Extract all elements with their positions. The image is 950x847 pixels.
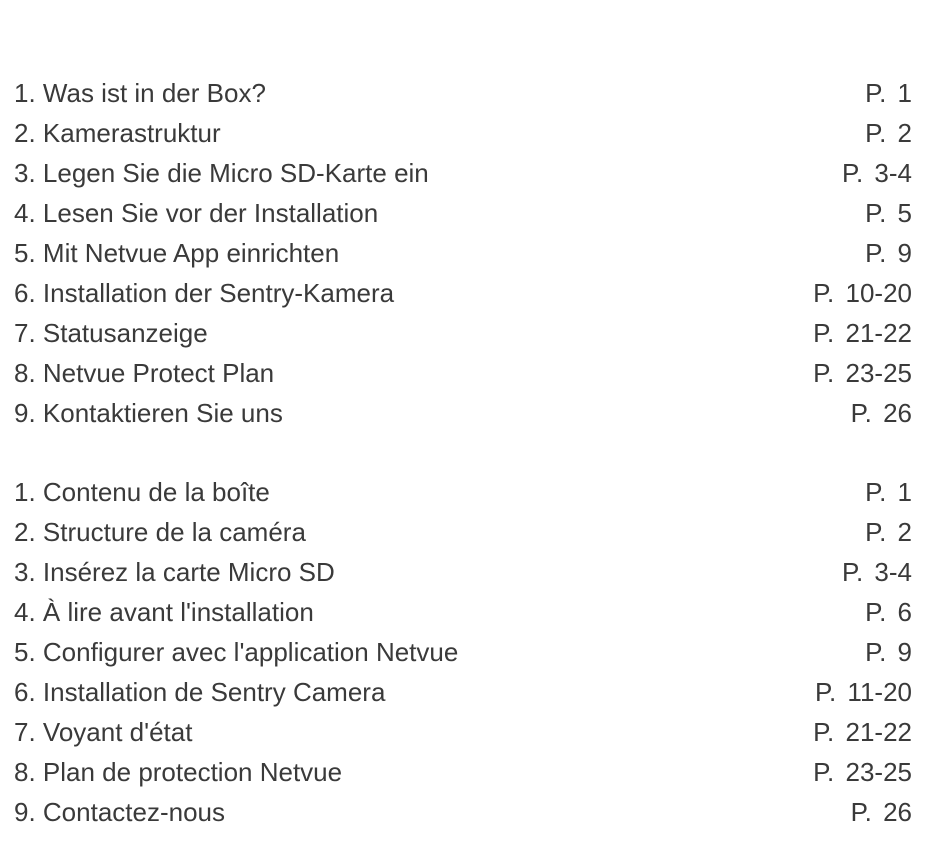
toc-entry-page: P. 5	[865, 198, 912, 228]
toc-entry-title: 4. Lesen Sie vor der Installation	[14, 198, 379, 228]
toc-entry[interactable]	[14, 233, 912, 273]
german-table-of-contents	[14, 73, 912, 433]
toc-entry-title: 1. Contenu de la boîte	[14, 477, 270, 507]
toc-entry[interactable]	[14, 113, 912, 153]
toc-entry-page: P. 2	[865, 517, 912, 547]
toc-entry[interactable]	[14, 712, 912, 752]
toc-entry-page: P. 2	[865, 118, 912, 148]
toc-entry-title: 4. À lire avant l'installation	[14, 597, 314, 627]
toc-entry-page: P. 23-25	[813, 358, 912, 388]
toc-entry-title: 7. Voyant d'état	[14, 717, 193, 747]
toc-entry[interactable]	[14, 792, 912, 832]
toc-entry-page: P. 23-25	[813, 757, 912, 787]
toc-entry[interactable]	[14, 193, 912, 233]
toc-entry-page: P. 9	[865, 238, 912, 268]
toc-entry-page: P. 11-20	[814, 677, 912, 707]
toc-entry-page: P. 26	[850, 398, 912, 428]
toc-entry[interactable]	[14, 752, 912, 792]
toc-entry-title: 2. Structure de la caméra	[14, 517, 306, 547]
toc-entry-title: 5. Mit Netvue App einrichten	[14, 238, 340, 268]
toc-entry[interactable]	[14, 313, 912, 353]
toc-entry[interactable]	[14, 632, 912, 672]
toc-entry-page: P. 9	[865, 637, 912, 667]
toc-entry[interactable]	[14, 512, 912, 552]
toc-entry-page: P. 26	[850, 797, 912, 827]
toc-entry-title: 5. Configurer avec l'application Netvue	[14, 637, 459, 667]
toc-entry-title: 6. Installation der Sentry-Kamera	[14, 278, 395, 308]
toc-entry-page: P. 21-22	[813, 318, 912, 348]
toc-entry-page: P. 6	[865, 597, 912, 627]
toc-entry[interactable]	[14, 353, 912, 393]
toc-entry-page: P. 3-4	[841, 158, 912, 188]
toc-entry[interactable]	[14, 552, 912, 592]
toc-entry[interactable]	[14, 153, 912, 193]
toc-entry-title: 3. Insérez la carte Micro SD	[14, 557, 335, 587]
toc-entry-title: 7. Statusanzeige	[14, 318, 208, 348]
french-table-of-contents	[14, 472, 912, 832]
toc-entry[interactable]	[14, 273, 912, 313]
toc-entry-title: 9. Contactez-nous	[14, 797, 226, 827]
toc-entry-title: 2. Kamerastruktur	[14, 118, 221, 148]
toc-entry[interactable]	[14, 472, 912, 512]
toc-entry-page: P. 1	[865, 78, 912, 108]
toc-entry-page: P. 1	[865, 477, 912, 507]
toc-entry[interactable]	[14, 73, 912, 113]
toc-entry-title: 8. Plan de protection Netvue	[14, 757, 343, 787]
toc-entry-title: 8. Netvue Protect Plan	[14, 358, 275, 388]
toc-entry[interactable]	[14, 672, 912, 712]
toc-entry-page: P. 21-22	[813, 717, 912, 747]
toc-entry[interactable]	[14, 592, 912, 632]
toc-entry[interactable]	[14, 393, 912, 433]
toc-entry-title: 6. Installation de Sentry Camera	[14, 677, 386, 707]
toc-entry-title: 3. Legen Sie die Micro SD-Karte ein	[14, 158, 429, 188]
toc-entry-page: P. 10-20	[813, 278, 912, 308]
toc-entry-page: P. 3-4	[841, 557, 912, 587]
toc-entry-title: 9. Kontaktieren Sie uns	[14, 398, 283, 428]
toc-entry-title: 1. Was ist in der Box?	[14, 78, 266, 108]
